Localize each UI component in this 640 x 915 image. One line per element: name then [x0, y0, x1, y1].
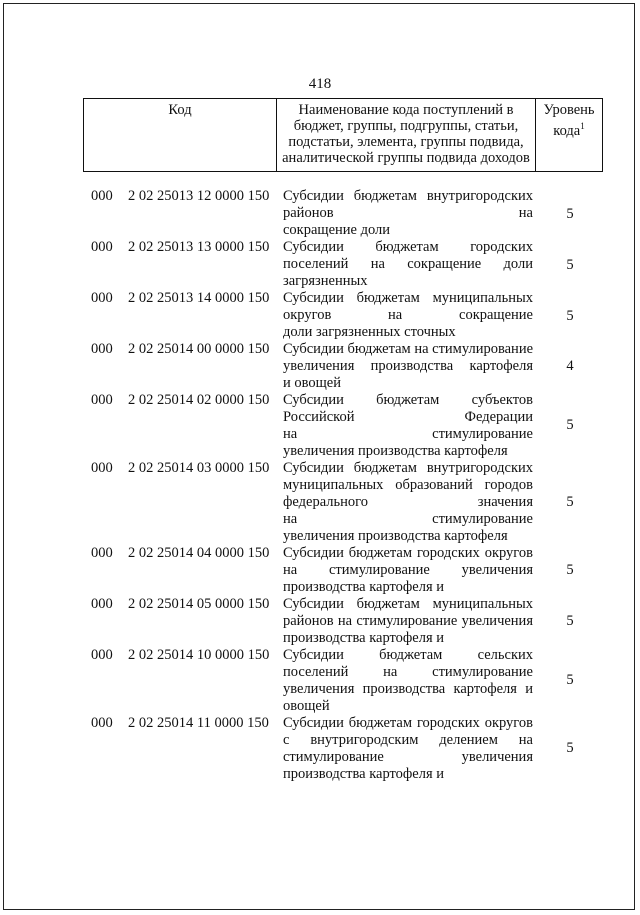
row-agent-code: 000	[91, 460, 113, 476]
row-name-line: Субсидии бюджетам муниципальных	[283, 596, 533, 612]
row-agent-code: 000	[91, 647, 113, 663]
row-income-code: 2 02 25013 14 0000 150	[128, 290, 270, 306]
row-name-line: увеличения производства картофеля	[283, 443, 508, 459]
row-level: 5	[566, 417, 574, 433]
row-name-line: округов на сокращение	[283, 307, 533, 323]
row-name-line: сокращение доли	[283, 222, 391, 238]
row-name-line: Субсидии бюджетам городских	[283, 239, 533, 255]
row-name-line: овощей	[283, 698, 330, 714]
row-name	[283, 545, 533, 596]
row-name	[283, 188, 533, 239]
row-name-line: поселений на сокращение доли	[283, 256, 533, 272]
header-name: Наименование кода поступлений в бюджет, группы, подгруппы, статьи, подстатьи, элемента, группы подвида, аналитической группы подвида доходов	[282, 102, 530, 166]
row-name	[283, 239, 533, 290]
row-name-line: муниципальных образований городов	[283, 477, 533, 493]
row-agent-code: 000	[91, 392, 113, 408]
row-agent-code: 000	[91, 290, 113, 306]
row-income-code: 2 02 25014 11 0000 150	[128, 715, 269, 731]
row-name-line: Субсидии бюджетам городских округов	[283, 715, 533, 731]
row-income-code: 2 02 25014 04 0000 150	[128, 545, 270, 561]
row-level: 5	[566, 740, 574, 756]
row-name-line: Субсидии бюджетам субъектов	[283, 392, 533, 408]
row-income-code: 2 02 25014 05 0000 150	[128, 596, 270, 612]
row-income-code: 2 02 25014 10 0000 150	[128, 647, 270, 663]
row-level: 4	[566, 358, 574, 374]
row-level: 5	[566, 672, 574, 688]
row-name-line: районов на стимулирование увеличения	[283, 613, 533, 629]
row-name-line: на стимулирование	[283, 511, 533, 527]
row-level: 5	[566, 562, 574, 578]
row-agent-code: 000	[91, 715, 113, 731]
row-name-line: доли загрязненных сточных	[283, 324, 456, 340]
row-level: 5	[566, 613, 574, 629]
row-name	[283, 596, 533, 647]
row-name-line: производства картофеля и	[283, 630, 445, 646]
row-name-line: Субсидии бюджетам внутригородских	[283, 460, 533, 476]
row-name-line: стимулирование увеличения	[283, 749, 533, 765]
row-name-line: федерального значения	[283, 494, 533, 510]
row-name-line: Субсидии бюджетам сельских	[283, 647, 533, 663]
row-name-line: увеличения производства картофеля	[283, 358, 533, 374]
row-name	[283, 341, 533, 392]
row-agent-code: 000	[91, 545, 113, 561]
row-income-code: 2 02 25014 00 0000 150	[128, 341, 270, 357]
table-header	[83, 98, 603, 172]
row-name-line: Российской Федерации	[283, 409, 533, 425]
row-name	[283, 290, 533, 341]
row-income-code: 2 02 25013 13 0000 150	[128, 239, 270, 255]
row-name-line: районов на	[283, 205, 533, 221]
row-level: 5	[566, 308, 574, 324]
row-level: 5	[566, 494, 574, 510]
header-level-label: Уровень кода	[543, 102, 595, 139]
row-income-code: 2 02 25014 03 0000 150	[128, 460, 270, 476]
row-name-line: на стимулирование увеличения	[283, 562, 533, 578]
row-name-line: на стимулирование	[283, 426, 533, 442]
header-code: Код	[83, 99, 277, 171]
row-agent-code: 000	[91, 188, 113, 204]
row-name-line: и овощей	[283, 375, 341, 391]
row-name-line: производства картофеля и	[283, 579, 445, 595]
row-agent-code: 000	[91, 596, 113, 612]
page-number: 418	[308, 76, 332, 92]
row-name	[283, 715, 533, 783]
row-name	[283, 460, 533, 545]
row-income-code: 2 02 25014 02 0000 150	[128, 392, 270, 408]
row-level: 5	[566, 206, 574, 222]
row-name-line: Субсидии бюджетам на стимулирование	[283, 341, 534, 357]
header-level-note: 1	[580, 121, 585, 131]
row-name-line: Субсидии бюджетам городских округов	[283, 545, 533, 561]
row-name-line: Субсидии бюджетам муниципальных	[283, 290, 533, 306]
row-level: 5	[566, 257, 574, 273]
row-name-line: загрязненных	[283, 273, 368, 289]
row-income-code: 2 02 25013 12 0000 150	[128, 188, 270, 204]
row-name-line: с внутригородским делением на	[283, 732, 533, 748]
header-level	[535, 99, 603, 171]
row-agent-code: 000	[91, 239, 113, 255]
row-agent-code: 000	[91, 341, 113, 357]
row-name-line: поселений на стимулирование	[283, 664, 533, 680]
row-name	[283, 647, 533, 715]
row-name-line: производства картофеля и	[283, 766, 445, 782]
row-name-line: Субсидии бюджетам внутригородских	[283, 188, 533, 204]
row-name	[283, 392, 533, 460]
row-name-line: увеличения производства картофеля	[283, 528, 508, 544]
row-name-line: увеличения производства картофеля и	[283, 681, 533, 697]
